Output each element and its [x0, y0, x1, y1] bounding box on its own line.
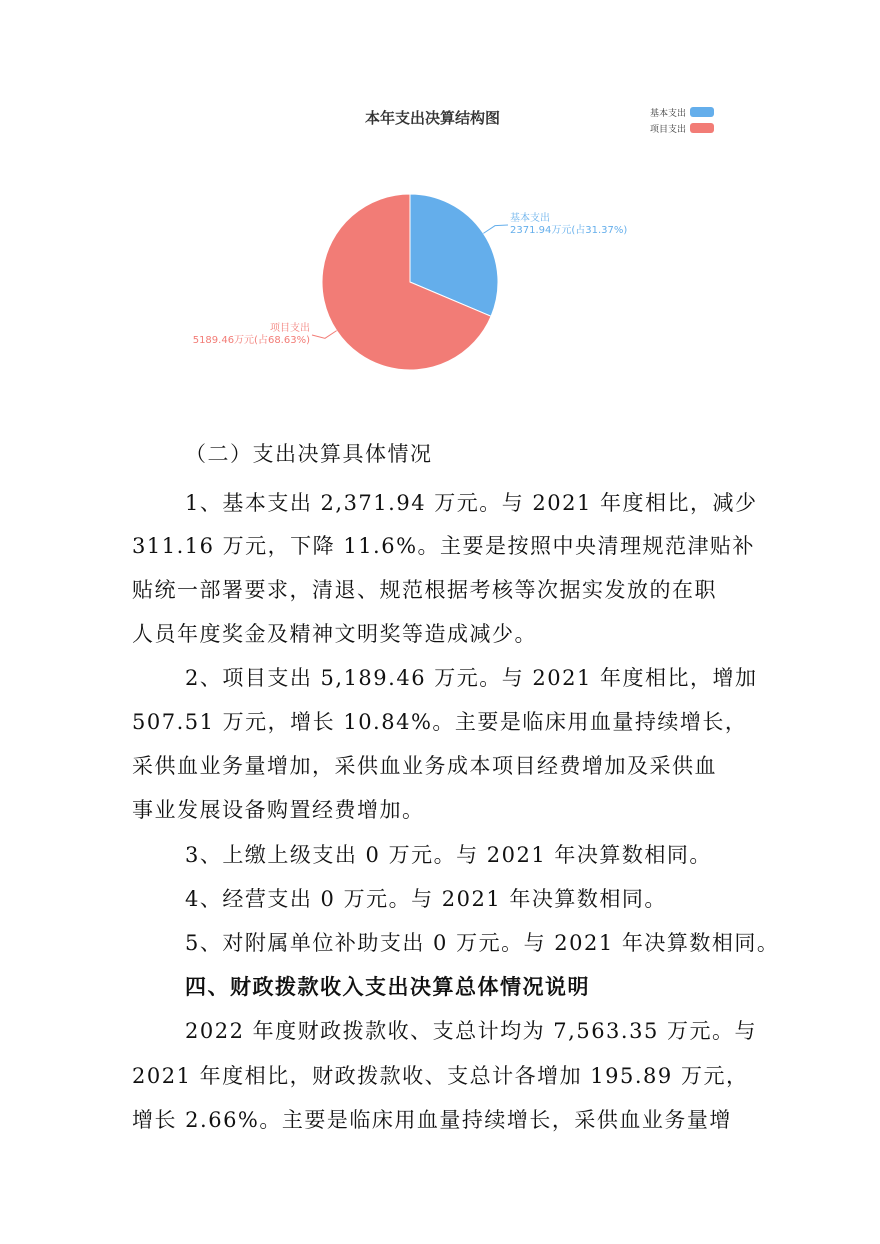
pie-label-name-project: 项目支出 — [270, 323, 310, 334]
paragraph-line: 3、上缴上级支出 0 万元。与 2021 年决算数相同。 — [185, 843, 712, 867]
legend-label-project: 项目支出 — [650, 124, 687, 135]
paragraph-line: 1、基本支出 2,371.94 万元。与 2021 年度相比，减少 — [185, 491, 758, 515]
paragraph-line: 事业发展设备购置经费增加。 — [132, 798, 425, 822]
paragraph-line: 507.51 万元，增长 10.84%。主要是临床用血量持续增长， — [132, 710, 748, 734]
pie-leader-line-basic — [483, 225, 508, 233]
pie-leader-line-project — [312, 331, 337, 339]
paragraph-line: 2022 年度财政拨款收、支总计均为 7,563.35 万元。与 — [185, 1019, 757, 1043]
paragraph-line: 311.16 万元，下降 11.6%。主要是按照中央清理规范津贴补 — [132, 534, 756, 558]
paragraph-line: 贴统一部署要求，清退、规范根据考核等次据实发放的在职 — [132, 578, 717, 602]
legend-label-basic: 基本支出 — [650, 108, 687, 119]
pie-label-name-basic: 基本支出 — [510, 213, 550, 224]
pie-svg — [160, 95, 740, 395]
paragraph-line: 4、经营支出 0 万元。与 2021 年决算数相同。 — [185, 887, 667, 911]
paragraph-line: 5、对附属单位补助支出 0 万元。与 2021 年决算数相同。 — [185, 931, 780, 955]
paragraph-line: 采供血业务量增加，采供血业务成本项目经费增加及采供血 — [132, 754, 717, 778]
paragraph-line: 2021 年度相比，财政拨款收、支总计各增加 195.89 万元， — [132, 1064, 749, 1088]
paragraph-line: 增长 2.66%。主要是临床用血量持续增长，采供血业务量增 — [132, 1108, 732, 1132]
chart-title: 本年支出决算结构图 — [365, 109, 501, 127]
section-heading-fiscal-appropriation: 四、财政拨款收入支出决算总体情况说明 — [185, 975, 590, 999]
paragraph-line: 人员年度奖金及精神文明奖等造成减少。 — [132, 622, 537, 646]
pie-label-value-basic: 2371.94万元(占31.37%) — [510, 225, 628, 236]
paragraph-line: 2、项目支出 5,189.46 万元。与 2021 年度相比，增加 — [185, 666, 758, 690]
pie-label-value-project: 5189.46万元(占68.63%) — [192, 335, 310, 346]
section-heading-expenditure-detail: （二）支出决算具体情况 — [185, 442, 433, 466]
expenditure-pie-chart — [160, 95, 740, 395]
